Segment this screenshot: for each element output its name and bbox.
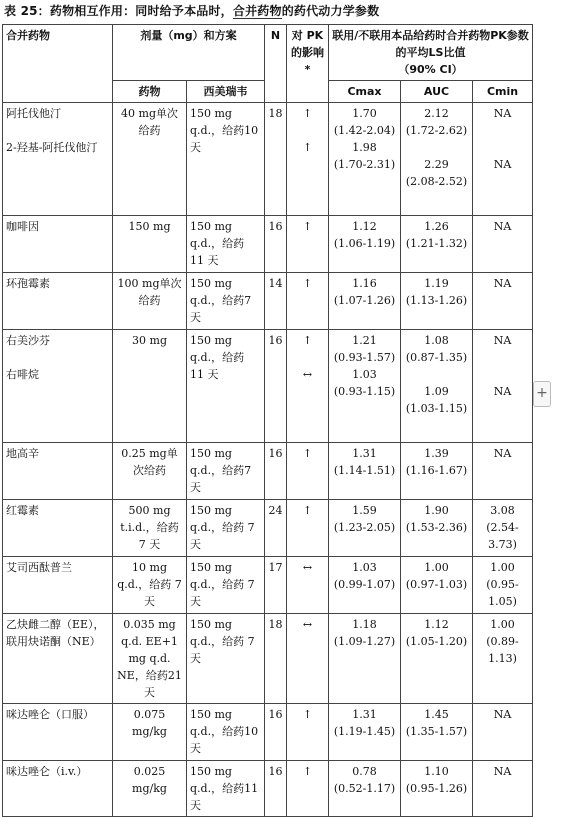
auc-ci: (0.95-1.26) xyxy=(405,782,468,795)
pk-effect-arrow: ↑ xyxy=(302,708,313,721)
cmax-ci: (0.99-1.07) xyxy=(333,578,396,591)
subject-count: 24 xyxy=(268,504,283,517)
cmax-ci: (1.09-1.27) xyxy=(333,635,396,648)
cmax-value: 1.70 xyxy=(352,107,377,120)
header-ci: （90% CI） xyxy=(398,63,463,76)
simeprevir-regimen: 150 mg q.d.，给药7天 xyxy=(190,447,252,494)
pk-effect-arrow: ↑ xyxy=(302,277,313,290)
cell-simeprevir xyxy=(187,103,265,216)
cell-effect xyxy=(287,614,329,704)
subject-count: 18 xyxy=(268,618,283,631)
cmax-value: 1.12 xyxy=(352,220,377,233)
cell-cmin xyxy=(473,761,533,817)
simeprevir-regimen: 150 mg q.d.，给药 7 天 xyxy=(190,561,255,608)
cell-dose xyxy=(113,216,187,273)
cell-dose xyxy=(113,500,187,557)
auc-ci: (1.72-2.62) xyxy=(405,124,468,137)
cell-n xyxy=(265,557,287,614)
cell-cmax xyxy=(329,761,401,817)
cmax-value: 1.16 xyxy=(352,277,377,290)
cell-effect xyxy=(287,273,329,330)
auc-ci: (1.35-1.57) xyxy=(405,725,468,738)
simeprevir-regimen: 150 mg q.d.，给药7天 xyxy=(190,277,252,324)
auc-value: 1.10 xyxy=(424,765,449,778)
auc-value: 1.19 xyxy=(424,277,449,290)
cell-cmin xyxy=(473,557,533,614)
cell-simeprevir xyxy=(187,614,265,704)
cell-effect xyxy=(287,500,329,557)
auc-value: 1.26 xyxy=(424,220,449,233)
cell-cmin xyxy=(473,273,533,330)
pk-effect-arrow: ↔ xyxy=(302,561,313,574)
dose-text: 10 mg q.d.，给药 7 天 xyxy=(117,561,182,608)
cell-cmin xyxy=(473,330,533,443)
simeprevir-regimen: 150 mg q.d.，给药 7 天 xyxy=(190,618,255,665)
cell-effect xyxy=(287,557,329,614)
drug-name: 红霉素 xyxy=(6,504,39,517)
cell-cmax xyxy=(329,330,401,443)
cell-dose xyxy=(113,761,187,817)
cell-effect xyxy=(287,330,329,443)
drug-name: 咪达唑仑（i.v.） xyxy=(6,765,88,778)
drug-name: 地高辛 xyxy=(6,447,39,460)
cell-effect xyxy=(287,443,329,500)
cmin-value: NA xyxy=(493,447,512,460)
subject-count: 17 xyxy=(268,561,283,574)
header-effect-mark: * xyxy=(304,63,311,76)
cell-dose xyxy=(113,614,187,704)
subject-count: 18 xyxy=(268,107,283,120)
table-row xyxy=(3,500,533,557)
auc-value: 1.12 xyxy=(424,618,449,631)
cell-auc xyxy=(401,761,473,817)
cmax-ci: (1.42-2.04) xyxy=(333,124,396,137)
cell-simeprevir xyxy=(187,216,265,273)
cmax-ci: (1.14-1.51) xyxy=(333,464,396,477)
cmax-value: 1.31 xyxy=(352,708,377,721)
auc-value: 2.12 xyxy=(424,107,449,120)
caption-suffix: 的药代动力学参数 xyxy=(281,4,380,18)
cmin-value: 1.00 xyxy=(490,618,515,631)
cell-simeprevir xyxy=(187,500,265,557)
caption-underlined: 合并药物 xyxy=(232,4,282,18)
cell-simeprevir xyxy=(187,330,265,443)
table-row xyxy=(3,557,533,614)
dose-text: 0.075 mg/kg xyxy=(132,708,167,738)
cell-cmax xyxy=(329,273,401,330)
cmax-ci: (0.93-1.15) xyxy=(333,385,396,398)
auc-ci: (1.16-1.67) xyxy=(405,464,468,477)
table-row xyxy=(3,216,533,273)
drug-name: 阿托伐他汀 xyxy=(6,107,61,120)
cell-effect xyxy=(287,704,329,761)
cell-effect xyxy=(287,103,329,216)
auc-value: 1.90 xyxy=(424,504,449,517)
cmax-value: 1.31 xyxy=(352,447,377,460)
cell-cmax xyxy=(329,704,401,761)
header-dose: 剂量（mg）和方案 xyxy=(113,25,265,81)
subheader-auc: AUC xyxy=(401,81,473,103)
dose-text: 40 mg单次给药 xyxy=(121,107,178,137)
table-row xyxy=(3,273,533,330)
auc-ci: (1.03-1.15) xyxy=(405,402,468,415)
table-row xyxy=(3,103,533,216)
auc-value: 2.29 xyxy=(424,158,449,171)
cell-dose xyxy=(113,704,187,761)
simeprevir-regimen: 150 mg q.d.，给药10天 xyxy=(190,708,259,755)
cell-n xyxy=(265,704,287,761)
cell-drug xyxy=(3,330,113,443)
drug-name: 咖啡因 xyxy=(6,220,39,233)
cell-simeprevir xyxy=(187,704,265,761)
pk-effect-arrow: ↑ xyxy=(302,504,313,517)
simeprevir-regimen: 150 mg q.d.，给药10天 xyxy=(190,107,259,154)
cell-effect xyxy=(287,761,329,817)
cell-n xyxy=(265,330,287,443)
cmin-ci: (0.95-1.05) xyxy=(486,578,519,608)
cell-n xyxy=(265,761,287,817)
cell-drug xyxy=(3,500,113,557)
dose-text: 500 mg t.i.d.，给药 7 天 xyxy=(120,504,179,551)
cmin-ci: (2.54-3.73) xyxy=(486,521,519,551)
cmin-value: NA xyxy=(493,220,512,233)
subject-count: 16 xyxy=(268,765,283,778)
cell-cmin xyxy=(473,216,533,273)
cell-dose xyxy=(113,330,187,443)
auc-ci: (1.21-1.32) xyxy=(405,237,468,250)
simeprevir-regimen: 150 mg q.d.，给药 7 天 xyxy=(190,504,255,551)
header-drug: 合并药物 xyxy=(3,25,113,103)
subject-count: 16 xyxy=(268,447,283,460)
cell-cmin xyxy=(473,443,533,500)
pk-effect-arrow: ↑ xyxy=(302,107,313,120)
cmax-ci: (0.93-1.57) xyxy=(333,351,396,364)
cell-cmin xyxy=(473,704,533,761)
cell-dose xyxy=(113,443,187,500)
subject-count: 16 xyxy=(268,708,283,721)
auc-value: 1.09 xyxy=(424,385,449,398)
pk-effect-arrow: ↑ xyxy=(302,220,313,233)
cell-cmax xyxy=(329,500,401,557)
cell-cmax xyxy=(329,103,401,216)
cell-n xyxy=(265,443,287,500)
cmax-value: 1.21 xyxy=(352,334,377,347)
table-row xyxy=(3,761,533,817)
cell-drug xyxy=(3,443,113,500)
drug-name: 右美沙芬 xyxy=(6,334,50,347)
cmax-ci: (1.19-1.45) xyxy=(333,725,396,738)
cell-auc xyxy=(401,330,473,443)
dose-text: 100 mg单次给药 xyxy=(117,277,182,307)
pk-effect-arrow: ↑ xyxy=(302,141,313,154)
header-ratio-label: 联用/不联用本品给药时合并药物PK参数的平均LS比值 xyxy=(332,29,529,59)
cell-auc xyxy=(401,500,473,557)
cell-n xyxy=(265,103,287,216)
cmin-value: NA xyxy=(493,158,512,171)
pk-effect-arrow: ↔ xyxy=(302,368,313,381)
subject-count: 14 xyxy=(268,277,283,290)
auc-value: 1.00 xyxy=(424,561,449,574)
header-ratio xyxy=(329,25,533,81)
cmin-value: NA xyxy=(493,277,512,290)
drug-name: 环孢霉素 xyxy=(6,277,50,290)
drug-name: 乙炔雌二醇（EE），联用炔诺酮（NE） xyxy=(6,618,105,648)
cmax-ci: (1.06-1.19) xyxy=(333,237,396,250)
cell-cmax xyxy=(329,614,401,704)
cmin-ci: (0.89-1.13) xyxy=(486,635,519,665)
cell-auc xyxy=(401,704,473,761)
cmin-value: NA xyxy=(493,334,512,347)
cell-drug xyxy=(3,704,113,761)
cell-cmax xyxy=(329,443,401,500)
table-caption xyxy=(4,2,379,19)
cell-drug xyxy=(3,557,113,614)
cell-drug xyxy=(3,103,113,216)
header-effect-label: 对 PK 的影响 xyxy=(291,29,324,59)
cell-n xyxy=(265,216,287,273)
auc-ci: (0.97-1.03) xyxy=(405,578,468,591)
header-n: N xyxy=(265,25,287,103)
caption-prefix: 表 25：药物相互作用：同时给予本品时， xyxy=(4,4,233,18)
table-row xyxy=(3,330,533,443)
cmax-value: 1.03 xyxy=(352,368,377,381)
dose-text: 0.25 mg单次给药 xyxy=(121,447,178,477)
cmin-value: 3.08 xyxy=(490,504,515,517)
cmax-ci: (1.07-1.26) xyxy=(333,294,396,307)
auc-ci: (1.05-1.20) xyxy=(405,635,468,648)
auc-value: 1.39 xyxy=(424,447,449,460)
cmin-value: NA xyxy=(493,708,512,721)
cmax-ci: (0.52-1.17) xyxy=(333,782,396,795)
simeprevir-regimen: 150 mg q.d.，给药 11 天 xyxy=(190,334,245,381)
header-effect xyxy=(287,25,329,103)
cell-auc xyxy=(401,103,473,216)
subheader-cmax: Cmax xyxy=(329,81,401,103)
cell-auc xyxy=(401,614,473,704)
cmax-value: 0.78 xyxy=(352,765,377,778)
auc-ci: (2.08-2.52) xyxy=(405,175,468,188)
cell-drug xyxy=(3,614,113,704)
drug-name-metabolite: 右啡烷 xyxy=(6,368,39,381)
subheader-cmin: Cmin xyxy=(473,81,533,103)
dose-text: 0.035 mg q.d. EE+1 mg q.d. NE，给药21天 xyxy=(117,618,182,699)
cell-simeprevir xyxy=(187,557,265,614)
cmax-value: 1.59 xyxy=(352,504,377,517)
cmin-value: NA xyxy=(493,385,512,398)
simeprevir-regimen: 150 mg q.d.，给药 11 天 xyxy=(190,220,245,267)
add-button[interactable]: + xyxy=(533,381,551,407)
subheader-simeprevir: 西美瑞韦 xyxy=(187,81,265,103)
cell-cmax xyxy=(329,216,401,273)
interaction-table xyxy=(2,24,533,817)
pk-effect-arrow: ↔ xyxy=(302,618,313,631)
cmin-value: NA xyxy=(493,765,512,778)
simeprevir-regimen: 150 mg q.d.，给药11天 xyxy=(190,765,259,812)
pk-effect-arrow: ↑ xyxy=(302,765,313,778)
cmin-value: 1.00 xyxy=(490,561,515,574)
cell-effect xyxy=(287,216,329,273)
auc-ci: (0.87-1.35) xyxy=(405,351,468,364)
cmax-ci: (1.70-2.31) xyxy=(333,158,396,171)
table-row xyxy=(3,614,533,704)
cell-auc xyxy=(401,273,473,330)
cell-simeprevir xyxy=(187,761,265,817)
cell-cmin xyxy=(473,614,533,704)
cell-cmax xyxy=(329,557,401,614)
cell-drug xyxy=(3,761,113,817)
cell-auc xyxy=(401,443,473,500)
cell-n xyxy=(265,500,287,557)
drug-name: 咪达唑仑（口服） xyxy=(6,708,94,721)
cmax-value: 1.18 xyxy=(352,618,377,631)
drug-name: 艾司西酞普兰 xyxy=(6,561,72,574)
subject-count: 16 xyxy=(268,334,283,347)
cmax-ci: (1.23-2.05) xyxy=(333,521,396,534)
dose-text: 30 mg xyxy=(132,334,167,347)
table-row xyxy=(3,443,533,500)
auc-ci: (1.53-2.36) xyxy=(405,521,468,534)
dose-text: 150 mg xyxy=(128,220,171,233)
cell-n xyxy=(265,273,287,330)
cell-simeprevir xyxy=(187,443,265,500)
cell-auc xyxy=(401,557,473,614)
cell-simeprevir xyxy=(187,273,265,330)
auc-ci: (1.13-1.26) xyxy=(405,294,468,307)
drug-name-metabolite: 2-羟基-阿托伐他汀 xyxy=(6,141,98,154)
auc-value: 1.45 xyxy=(424,708,449,721)
cmax-value: 1.98 xyxy=(352,141,377,154)
table-row xyxy=(3,704,533,761)
pk-effect-arrow: ↑ xyxy=(302,447,313,460)
auc-value: 1.08 xyxy=(424,334,449,347)
cell-dose xyxy=(113,557,187,614)
subject-count: 16 xyxy=(268,220,283,233)
cell-auc xyxy=(401,216,473,273)
cell-drug xyxy=(3,216,113,273)
cmin-value: NA xyxy=(493,107,512,120)
cell-dose xyxy=(113,103,187,216)
cell-cmin xyxy=(473,103,533,216)
cell-cmin xyxy=(473,500,533,557)
dose-text: 0.025 mg/kg xyxy=(132,765,167,795)
pk-effect-arrow: ↑ xyxy=(302,334,313,347)
cmax-value: 1.03 xyxy=(352,561,377,574)
cell-n xyxy=(265,614,287,704)
cell-dose xyxy=(113,273,187,330)
cell-drug xyxy=(3,273,113,330)
subheader-drug-dose: 药物 xyxy=(113,81,187,103)
